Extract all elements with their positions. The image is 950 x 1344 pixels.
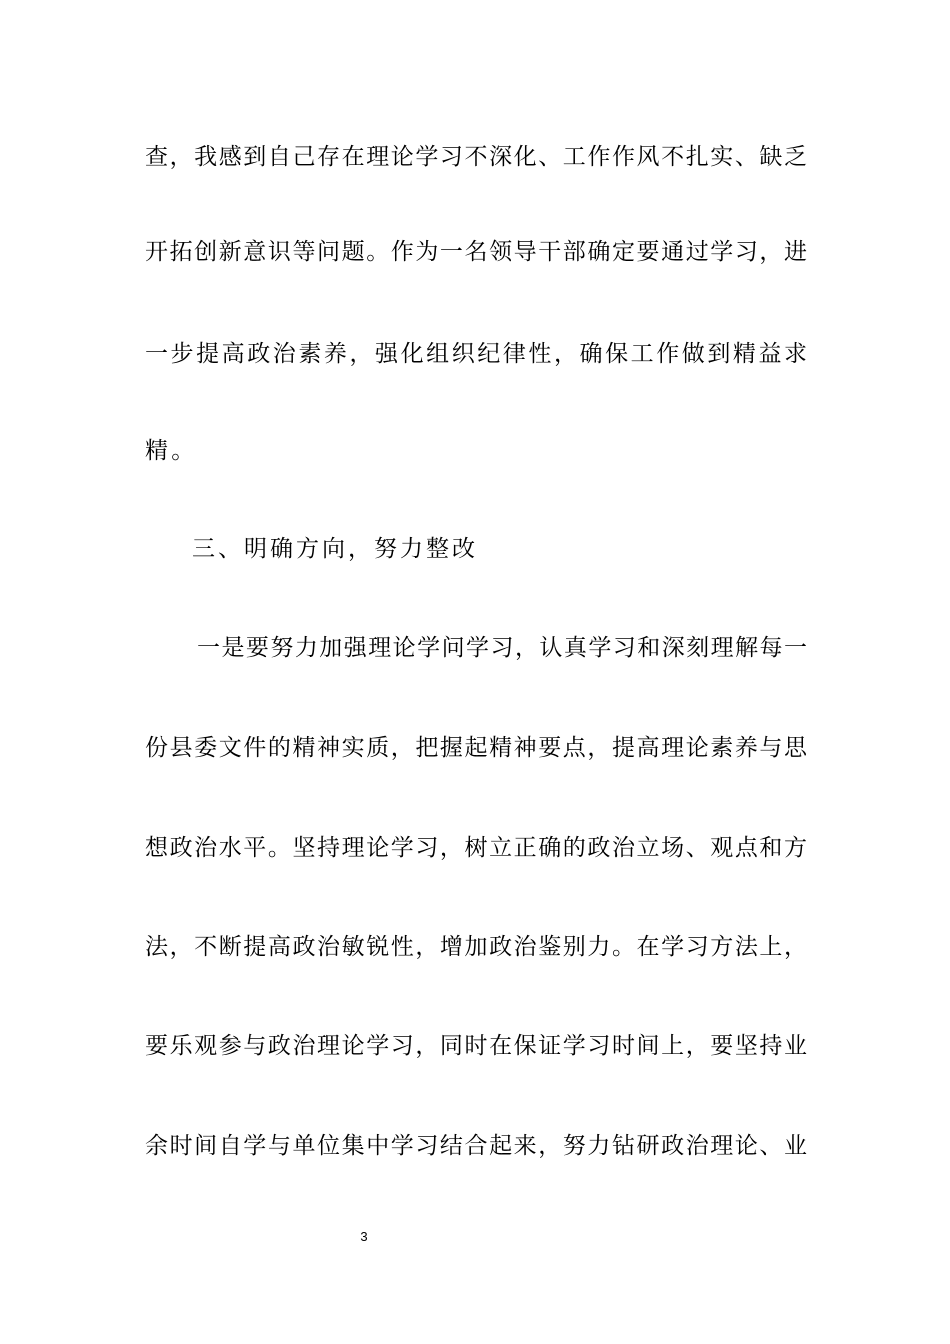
paragraph-line: 法，不断提高政治敏锐性，增加政治鉴别力。在学习方法上， [145,934,807,960]
paragraph-line: 一是要努力加强理论学问学习，认真学习和深刻理解每一 [197,635,807,661]
paragraph-line: 查，我感到自己存在理论学习不深化、工作作风不扎实、缺乏 [145,144,807,170]
paragraph-line: 精。 [145,438,198,464]
section-heading: 三、明确方向，努力整改 [192,536,478,562]
page-number: 3 [360,1229,368,1244]
paragraph-line: 开拓创新意识等问题。作为一名领导干部确定要通过学习，进 [145,239,807,265]
paragraph-line: 想政治水平。坚持理论学习，树立正确的政治立场、观点和方 [145,835,807,861]
paragraph-line: 余时间自学与单位集中学习结合起来，努力钻研政治理论、业 [145,1133,807,1159]
paragraph-line: 一步提高政治素养，强化组织纪律性，确保工作做到精益求 [145,341,807,367]
paragraph-line: 份县委文件的精神实质，把握起精神要点，提高理论素养与思 [145,735,807,761]
paragraph-line: 要乐观参与政治理论学习，同时在保证学习时间上，要坚持业 [145,1033,807,1059]
